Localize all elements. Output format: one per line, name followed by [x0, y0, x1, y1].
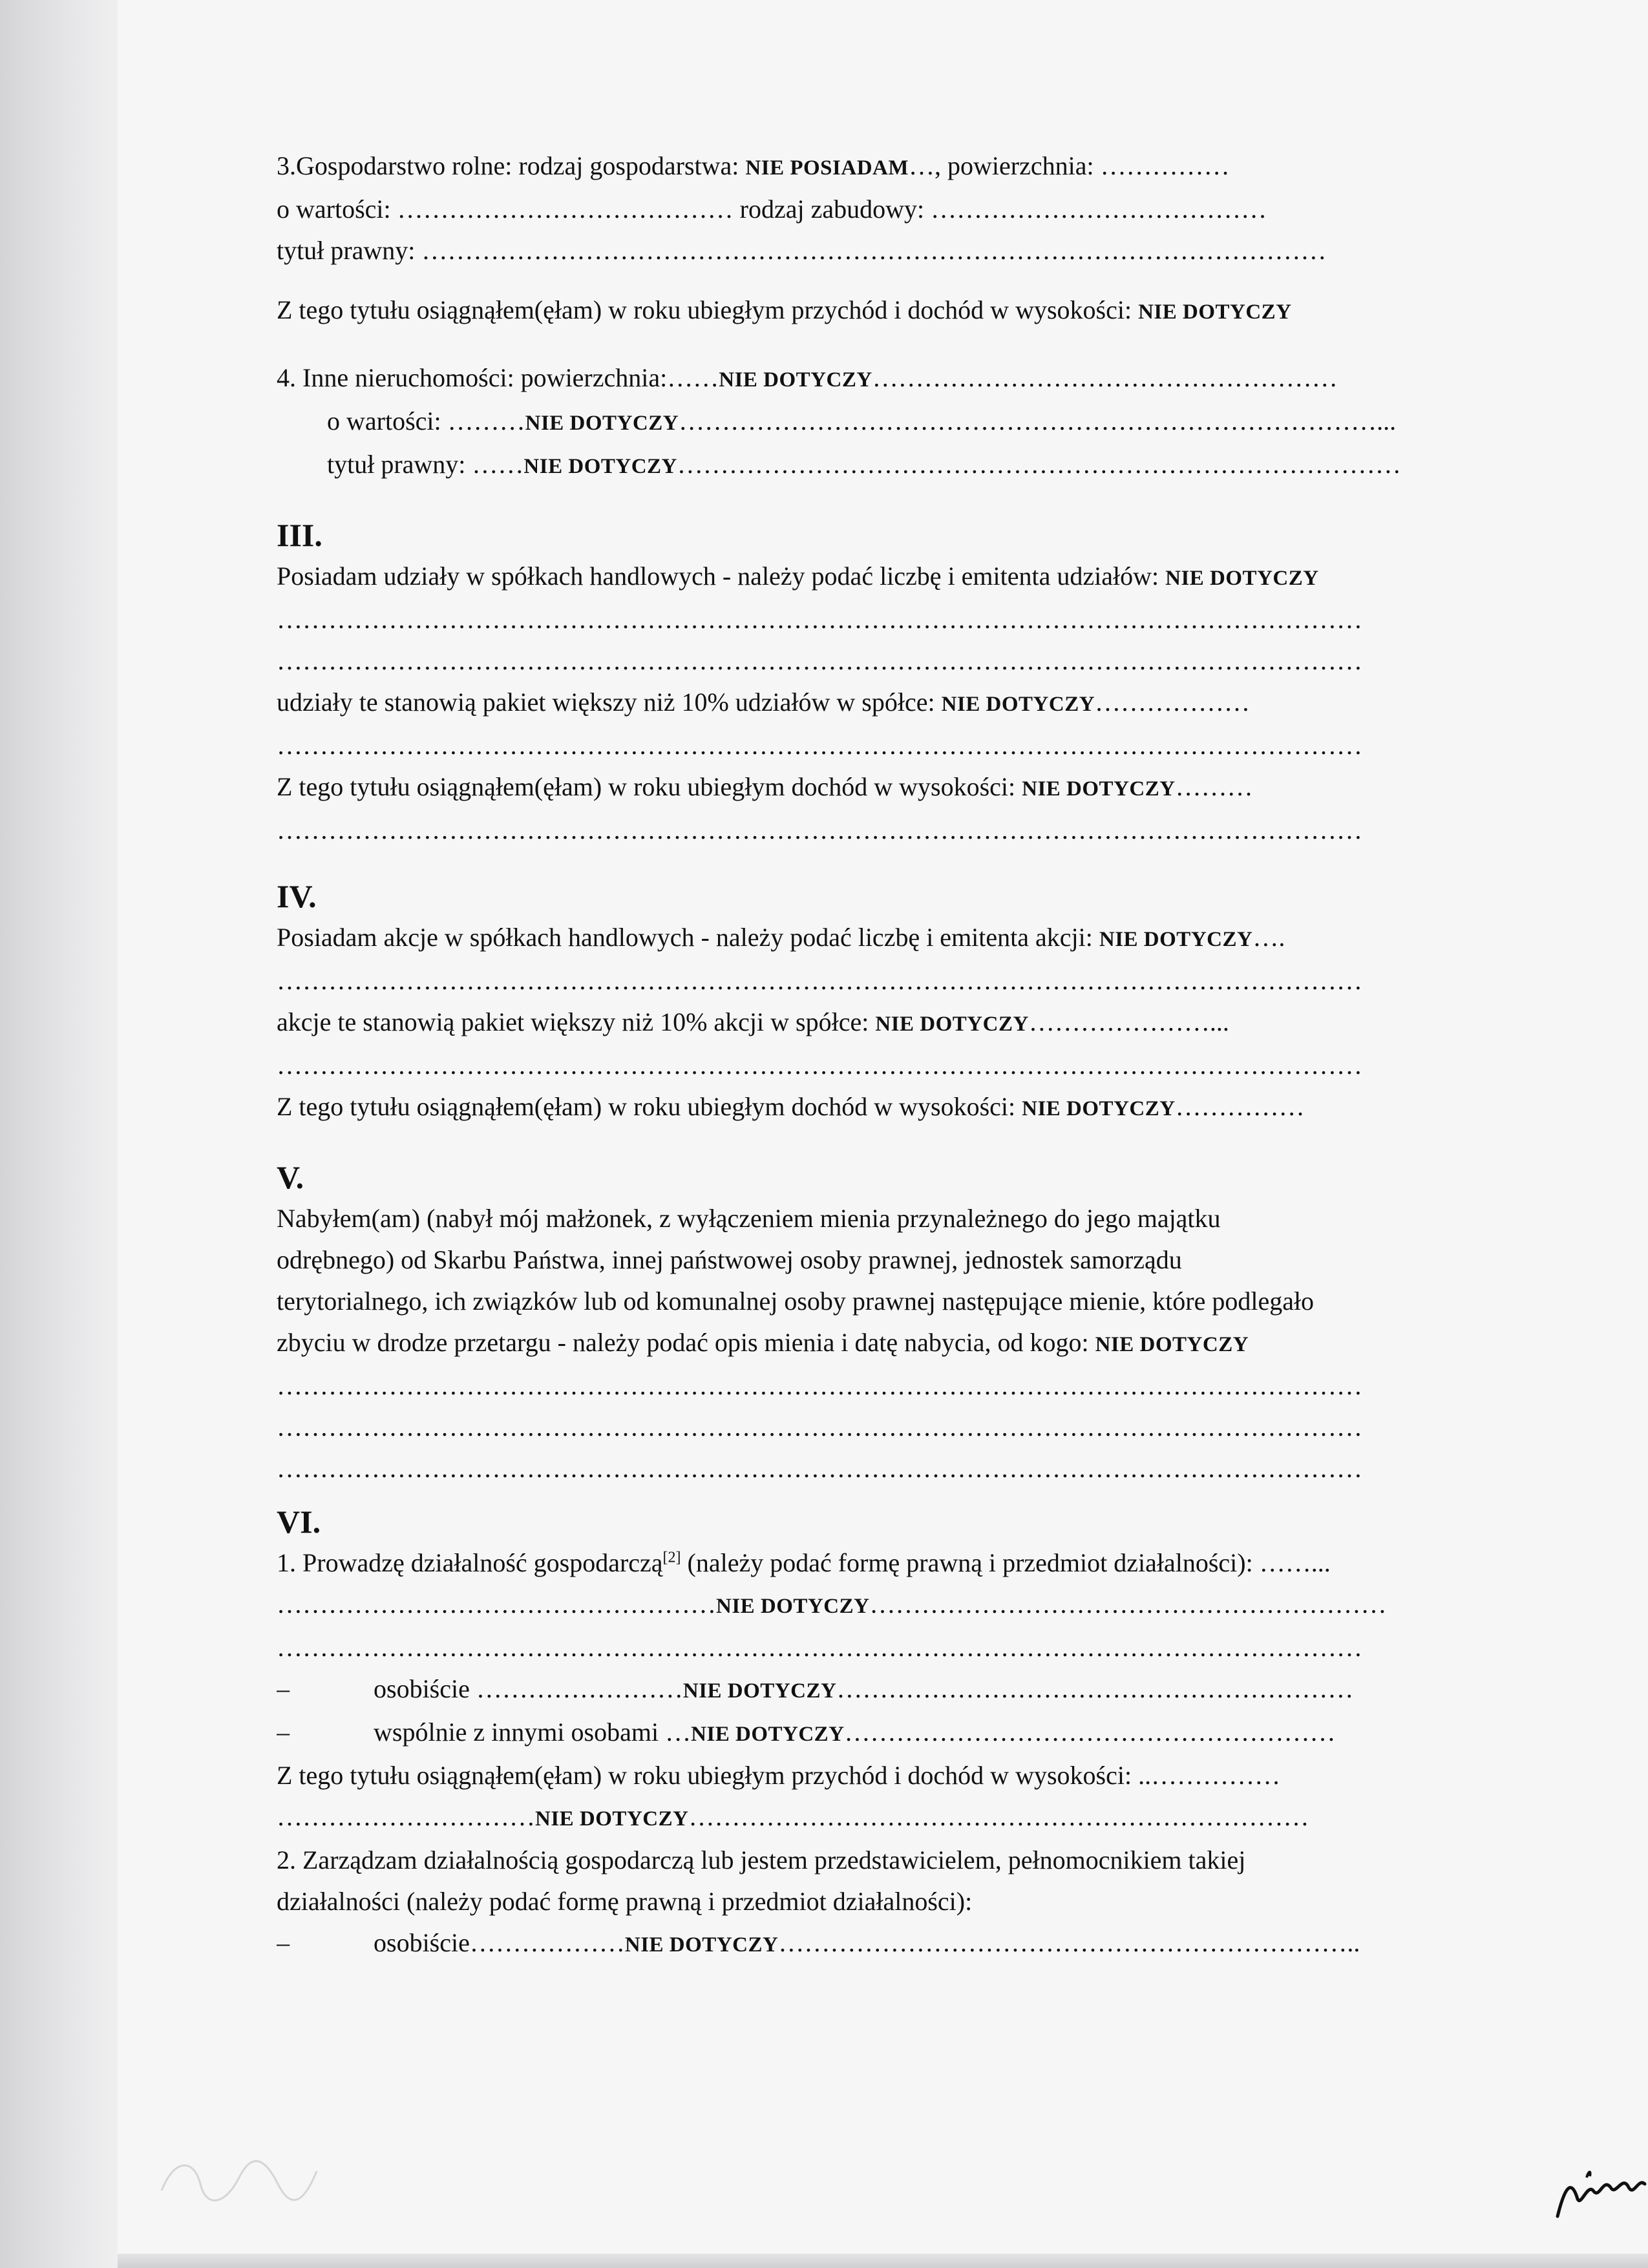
- business-income-value-line: …………………………NIE DOTYCZY………………………………………………………………: [277, 1802, 1309, 1831]
- acquisition-text-line: Nabyłem(am) (nabył mój małżonek, z wyłączeniem mienia przynależnego do jego majątku: [277, 1204, 1221, 1233]
- farm-type-line: 3.Gospodarstwo rolne: rodzaj gospodarstwa: NIE POSIADAM…, powierzchnia: ……………: [277, 151, 1230, 180]
- section-iii-heading: III.: [277, 517, 322, 553]
- business-activity-value-line: ……………………………………………NIE DOTYCZY……………………………………………………: [277, 1590, 1387, 1619]
- stocks-line: Posiadam akcje w spółkach handlowych - należy podać liczbę i emitenta akcji: NIE DOTYCZY….: [277, 923, 1285, 952]
- section-vi-heading: VI.: [277, 1504, 321, 1540]
- dotted-line: ………………………………………………………………………………………………………………: [277, 1412, 1362, 1442]
- dotted-line: ………………………………………………………………………………………………………………: [277, 966, 1362, 995]
- acquisition-text-line: zbyciu w drodze przetargu - należy podać opis mienia i datę nabycia, od kogo: NIE DOTYCZY: [277, 1328, 1249, 1357]
- farm-value-line: o wartości: ………………………………… rodzaj zabudowy: …………………………………: [277, 194, 1267, 224]
- dotted-line: ………………………………………………………………………………………………………………: [277, 1454, 1362, 1483]
- business-income-line: Z tego tytułu osiągnąłem(ęłam) w roku ubiegłym przychód i dochód w wysokości: ..……………: [277, 1761, 1281, 1790]
- management-personal-line: – osobiście………………NIE DOTYCZY…………………………………………………………..: [277, 1928, 1360, 1957]
- scan-shadow-bottom: [118, 2254, 1648, 2268]
- declaration-content: [277, 145, 1576, 1966]
- shares-income-line: Z tego tytułu osiągnąłem(ęłam) w roku ubiegłym dochód w wysokości: NIE DOTYCZY………: [277, 772, 1253, 801]
- dotted-line: ………………………………………………………………………………………………………………: [277, 605, 1362, 634]
- section-v-heading: V.: [277, 1159, 304, 1195]
- acquisition-text-line: terytorialnego, ich związków lub od komunalnej osoby prawnej następujące mienie, które podlegało: [277, 1286, 1315, 1316]
- handwritten-signature: [1551, 2152, 1648, 2229]
- stocks-income-line: Z tego tytułu osiągnąłem(ęłam) w roku ubiegłym dochód w wysokości: NIE DOTYCZY……………: [277, 1092, 1305, 1121]
- faint-signature-mark: [155, 2145, 323, 2216]
- dotted-line: ………………………………………………………………………………………………………………: [277, 1051, 1362, 1080]
- other-property-value-line: o wartości: ………NIE DOTYCZY………………………………………………………………………...: [327, 406, 1397, 436]
- business-personal-line: – osobiście ……………………NIE DOTYCZY……………………………………………………: [277, 1674, 1354, 1703]
- acquisition-text-line: odrębnego) od Skarbu Państwa, innej państwowej osoby prawnej, jednostek samorządu: [277, 1245, 1182, 1274]
- management-line: działalności (należy podać formę prawną i przedmiot działalności):: [277, 1887, 973, 1916]
- dotted-line: ………………………………………………………………………………………………………………: [277, 731, 1362, 760]
- dotted-line: ………………………………………………………………………………………………………………: [277, 1371, 1362, 1400]
- dotted-line: ………………………………………………………………………………………………………………: [277, 815, 1362, 845]
- shares-line: Posiadam udziały w spółkach handlowych - należy podać liczbę i emitenta udziałów: NIE DOTYCZY: [277, 562, 1319, 591]
- farm-income-line: Z tego tytułu osiągnąłem(ęłam) w roku ubiegłym przychód i dochód w wysokości: NIE DOTYCZY: [277, 295, 1292, 324]
- dotted-line: ………………………………………………………………………………………………………………: [277, 646, 1362, 675]
- scan-shadow-left: [0, 0, 118, 2268]
- other-property-area-line: 4. Inne nieruchomości: powierzchnia:……NIE DOTYCZY………………………………………………: [277, 363, 1338, 392]
- business-activity-line: 1. Prowadzę działalność gospodarczą[2] (należy podać formę prawną i przedmiot działalności): ……...: [277, 1548, 1331, 1577]
- management-line: 2. Zarządzam działalnością gospodarczą lub jestem przedstawicielem, pełnomocnikiem takiej: [277, 1845, 1246, 1874]
- stocks-package-line: akcje te stanowią pakiet większy niż 10% akcji w spółce: NIE DOTYCZY…………………...: [277, 1007, 1229, 1036]
- dotted-line: ………………………………………………………………………………………………………………: [277, 1633, 1362, 1662]
- business-joint-line: – wspólnie z innymi osobami …NIE DOTYCZY…………………………………………………: [277, 1717, 1336, 1747]
- section-iv-heading: IV.: [277, 878, 317, 914]
- farm-title-line: tytuł prawny: ……………………………………………………………………………………………: [277, 236, 1327, 265]
- other-property-title-line: tytuł prawny: ……NIE DOTYCZY…………………………………………………………………………: [327, 450, 1401, 479]
- shares-package-line: udziały te stanowią pakiet większy niż 10% udziałów w spółce: NIE DOTYCZY………………: [277, 688, 1251, 717]
